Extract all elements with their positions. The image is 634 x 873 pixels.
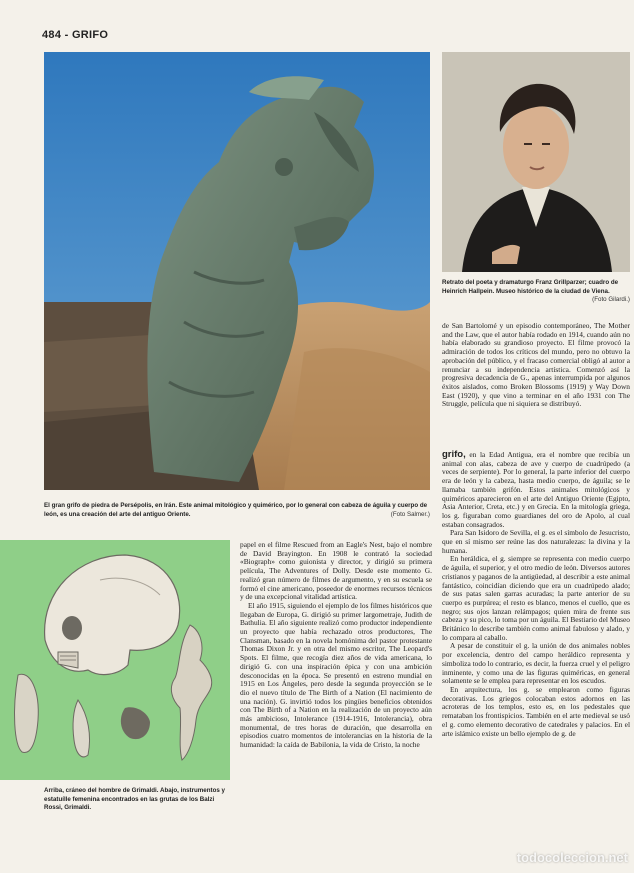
grifo-entry — [442, 451, 630, 738]
header-separator: - — [61, 29, 72, 41]
watermark: todocoleccion.net — [516, 850, 628, 865]
skull-caption-text: Arriba, cráneo del hombre de Grimaldi. Abajo, instrumentos y estatuílle femenina encontrados en las grutas de los Balzi Rossi, Grimaldi. — [44, 787, 225, 812]
grifo-paragraph-0: en la Edad Antigua, era el nombre que recibía un animal con alas, cabeza de ave y cuerpo de cuadrúpedo (a veces de serpiente). Por lo general, la parte inferior del cuerpo era de león y la cabeza, hasta medio cuerpo, de águila; se le llamaba también grifón. Estos animales mitológicos y quiméricos aparecieron en el arte del Antiguo Oriente (Egipto, Asia Anterior, Creta, etc.) y en Grecia. En la mitología griega, los g. figuraban como guardianes del oro de Apolo, al cual estaban consagrados. — [442, 450, 630, 529]
right-column-paragraph: de San Bartolomé y un episodio contemporáneo, The Mother and the Law, que el autor había rodado en 1914, cuando aún no había elaborado su grandioso proyecto. El filme provocó la admiración de todos los críticos del mundo, pero no obtuvo la aprobación del público, y el fracaso comercial obligó al autor a renunciar a su independencia artística. Comenzó así la progresiva decadencia de G., apenas interrumpida por algunos éxitos aislados, como Broken Blossoms (1919) y Way Down East (1920), y que vino a terminar en el año 1931 con The Struggle, película que ni siquiera se distribuyó. — [442, 321, 630, 409]
griffin-illustration — [44, 52, 430, 490]
grifo-paragraph-2: En heráldica, el g. siempre se representa con medio cuerpo de águila, el superior, y el otro medio de león. Diversos autores cristianos y paganos de la antigüedad, al describir a este animal fantástico, coincidían diciendo que era un cuadrúpedo alado; de sus patas salen garras acuradas; la parte anterior de su cuerpo es purpúrea; el resto es blanco, menos el cuello, que es negro; sus ojos lanzan relámpagos; quien mira de frente sus cabeza y su pico, lo toma por un águila. El Bestiario del Museo Británico lo describe también como animal fabuloso y alado, y lo compara al caballo. — [442, 554, 630, 642]
griffin-caption-text: El gran grifo de piedra de Persépolis, en Irán. Este animal mitológico y quimérico, por lo general con cabeza de águila y cuerpo de león, es una creación del arte del antiguo Oriente. — [44, 502, 428, 518]
entry-term: grifo, — [442, 449, 466, 460]
middle-paragraph-1: El año 1915, siguiendo el ejemplo de los filmes históricos que llegaban de Europa, G. dirigió su primer largometraje, Judith de Bathulia. El año siguiente realizó como productor independiente un proyecto que había rechazado otros productores, The Clansman, basado en la novela homónima del pastor protestante Thomas Dixon Jr. y en otra del mismo escritor, The Leopard's Spots. El filme, que recogía diez años de vida americana, lo dirigió G. con una inspiración épica y con una ambición desconocidas en la época. Se presentó en estreno mundial en 1915 en Los Ángeles, pero desde la segunda proyección se le dio el nuevo título de The Birth of a Nation (El nacimiento de una nación). G. invirtió todos los pingües beneficios obtenidos con The Birth of a Nation en la realización de un proyecto aún más ambicioso, Intolerance (1914-1916, Intolerancia), obra monumental, de tres horas de duración, que desarrolla en episodios cuatro momentos de intolerancias en la historia de la humanidad: la caída de Babilonia, la vida de Cristo, la noche — [240, 600, 432, 750]
page-header — [42, 29, 108, 41]
grifo-entry-first — [442, 451, 630, 529]
grifo-paragraph-1: Para San Isidoro de Sevilla, el g. es el símbolo de Jesucristo, que en sí mismo ser reúne las dos naturalezas: la divina y la humana. — [442, 528, 630, 555]
skull-illustration — [0, 540, 230, 780]
middle-paragraph-0: papel en el filme Rescued from an Eagle's Nest, bajo el nombre de David Brayington. En 1908 le contrató la sociedad «Biograph» como guionista y director, y dirigió su primera película, The Adventures of Dolly. Desde este momento G. realizó gran número de filmes de argumento, y en su escuela se formó el cine americano, poseedor de enormes recursos técnicos y de una excepcional vitalidad artística. — [240, 540, 432, 602]
portrait-illustration — [442, 52, 630, 272]
portrait-photo — [442, 52, 630, 272]
skull-caption — [44, 787, 230, 813]
portrait-credit: (Foto Gilardi.) — [592, 296, 630, 304]
grifo-paragraph-4: En arquitectura, los g. se emplearon como figuras decorativas. Los griegos colocaban estos adornos en las acroteras de los templos, esto es, en los pedestales que remataban los frontispicios. También en el arte medieval se usó el g. como elemento decorativo de catedrales y palacios. En el arte islámico existe un bello ejemplo de g. de — [442, 684, 630, 738]
page-number: 484 — [42, 29, 62, 41]
middle-column — [240, 541, 432, 750]
right-column-top — [442, 322, 630, 409]
portrait-caption-text: Retrato del poeta y dramaturgo Franz Grillparzer; cuadro de Heinrich Hallpein. Museo histórico de la ciudad de Viena. — [442, 279, 619, 295]
grifo-paragraph-3: A pesar de constituir el g. la unión de dos animales nobles por excelencia, dentro del campo heráldico representa y simboliza todo lo contrario, es decir, la fuerza cruel y el peligro inminente, y como una de las figuras quiméricas, en general solamente se le emplea para representar en los escudos. — [442, 641, 630, 686]
skull-photo — [0, 540, 230, 780]
portrait-caption — [442, 279, 630, 305]
griffin-caption — [44, 502, 430, 519]
griffin-credit: (Foto Salmer.) — [390, 510, 430, 518]
griffin-photo — [44, 52, 430, 490]
section-title: GRIFO — [71, 29, 109, 41]
